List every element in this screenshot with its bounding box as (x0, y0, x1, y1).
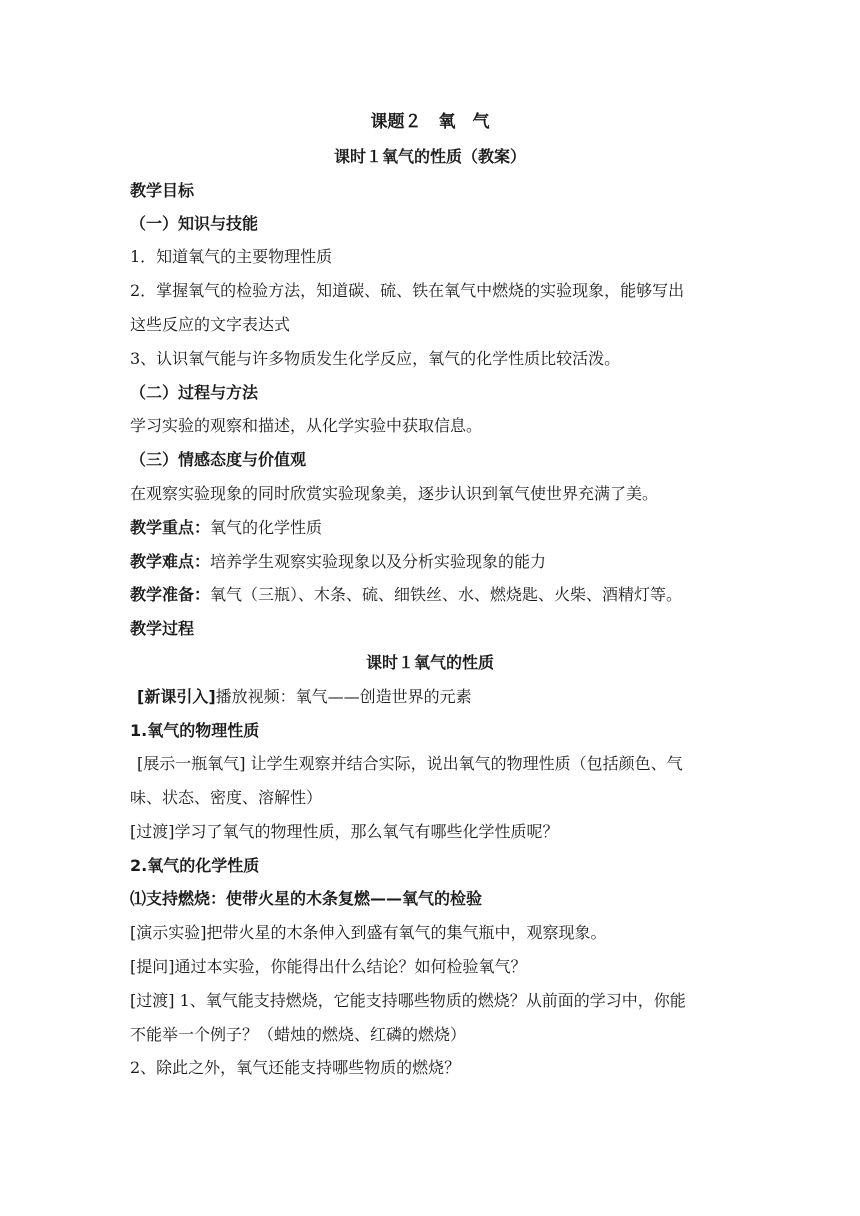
key-point (130, 517, 322, 539)
process-heading: 教学过程 (130, 619, 195, 638)
section2-subheading: ⑴支持燃烧：使带火星的木条复燃——氧气的检验 (130, 889, 483, 908)
difficult-point-text: 培养学生观察实验现象以及分析实验现象的能力 (210, 552, 547, 571)
intro-label: [新课引入] (137, 687, 216, 706)
section1-para1-line1: [展示一瓶氧气] 让学生观察并结合实际，说出氧气的物理性质（包括颜色、气 (137, 754, 683, 773)
preparation-label: 教学准备： (130, 585, 211, 604)
goal3-heading: （三）情感态度与价值观 (130, 450, 307, 469)
section1-para1-line2: 味、状态、密度、溶解性） (130, 788, 323, 807)
goal2-heading: （二）过程与方法 (130, 383, 259, 402)
section1-heading: 1.氧气的物理性质 (130, 721, 260, 740)
lesson-heading: 课时１氧气的性质 (365, 653, 494, 672)
section1-para2: [过渡]学习了氧气的物理性质，那么氧气有哪些化学性质呢？ (130, 822, 559, 841)
section2-para3-line1: [过渡] 1、氧气能支持燃烧，它能支持哪些物质的燃烧？从前面的学习中，你能 (130, 991, 686, 1010)
key-point-label: 教学重点： (130, 518, 211, 537)
goal1-heading: （一）知识与技能 (130, 214, 259, 233)
preparation (130, 584, 682, 606)
section2-heading: 2.氧气的化学性质 (130, 856, 260, 875)
intro (137, 686, 472, 708)
difficult-point-label: 教学难点： (130, 552, 211, 571)
section2-para4: 2、除此之外，氧气还能支持哪些物质的燃烧？ (130, 1058, 461, 1077)
section2-para1: [演示实验]把带火星的木条伸入到盛有氧气的集气瓶中，观察现象。 (130, 923, 607, 942)
goal1-item2-line2: 这些反应的文字表达式 (130, 315, 291, 334)
document-title: 课题２ 氧 气 (370, 112, 490, 132)
goal3-text: 在观察实验现象的同时欣赏实验现象美，逐步认识到氧气使世界充满了美。 (130, 484, 659, 503)
intro-text: 播放视频：氧气——创造世界的元素 (215, 687, 472, 706)
difficult-point (130, 551, 546, 573)
goal2-text: 学习实验的观察和描述，从化学实验中获取信息。 (130, 416, 483, 435)
goal1-item2-line1: 2．掌握氧气的检验方法，知道碳、硫、铁在氧气中燃烧的实验现象，能够写出 (130, 281, 685, 300)
section2-para2: [提问]通过本实验，你能得出什么结论？如何检验氧气？ (130, 957, 527, 976)
key-point-text: 氧气的化学性质 (210, 518, 323, 537)
preparation-text: 氧气（三瓶）、木条、硫、细铁丝、水、燃烧匙、火柴、酒精灯等。 (210, 585, 683, 604)
goals-heading: 教学目标 (130, 181, 195, 200)
section2-para3-line2: 不能举一个例子？（蜡烛的燃烧、红磷的燃烧） (130, 1025, 467, 1044)
document-subtitle: 课时１氧气的性质（教案） (333, 147, 526, 166)
goal1-item1: 1．知道氧气的主要物理性质 (130, 247, 333, 266)
goal1-item3: 3、认识氧气能与许多物质发生化学反应，氧气的化学性质比较活泼。 (130, 349, 621, 368)
